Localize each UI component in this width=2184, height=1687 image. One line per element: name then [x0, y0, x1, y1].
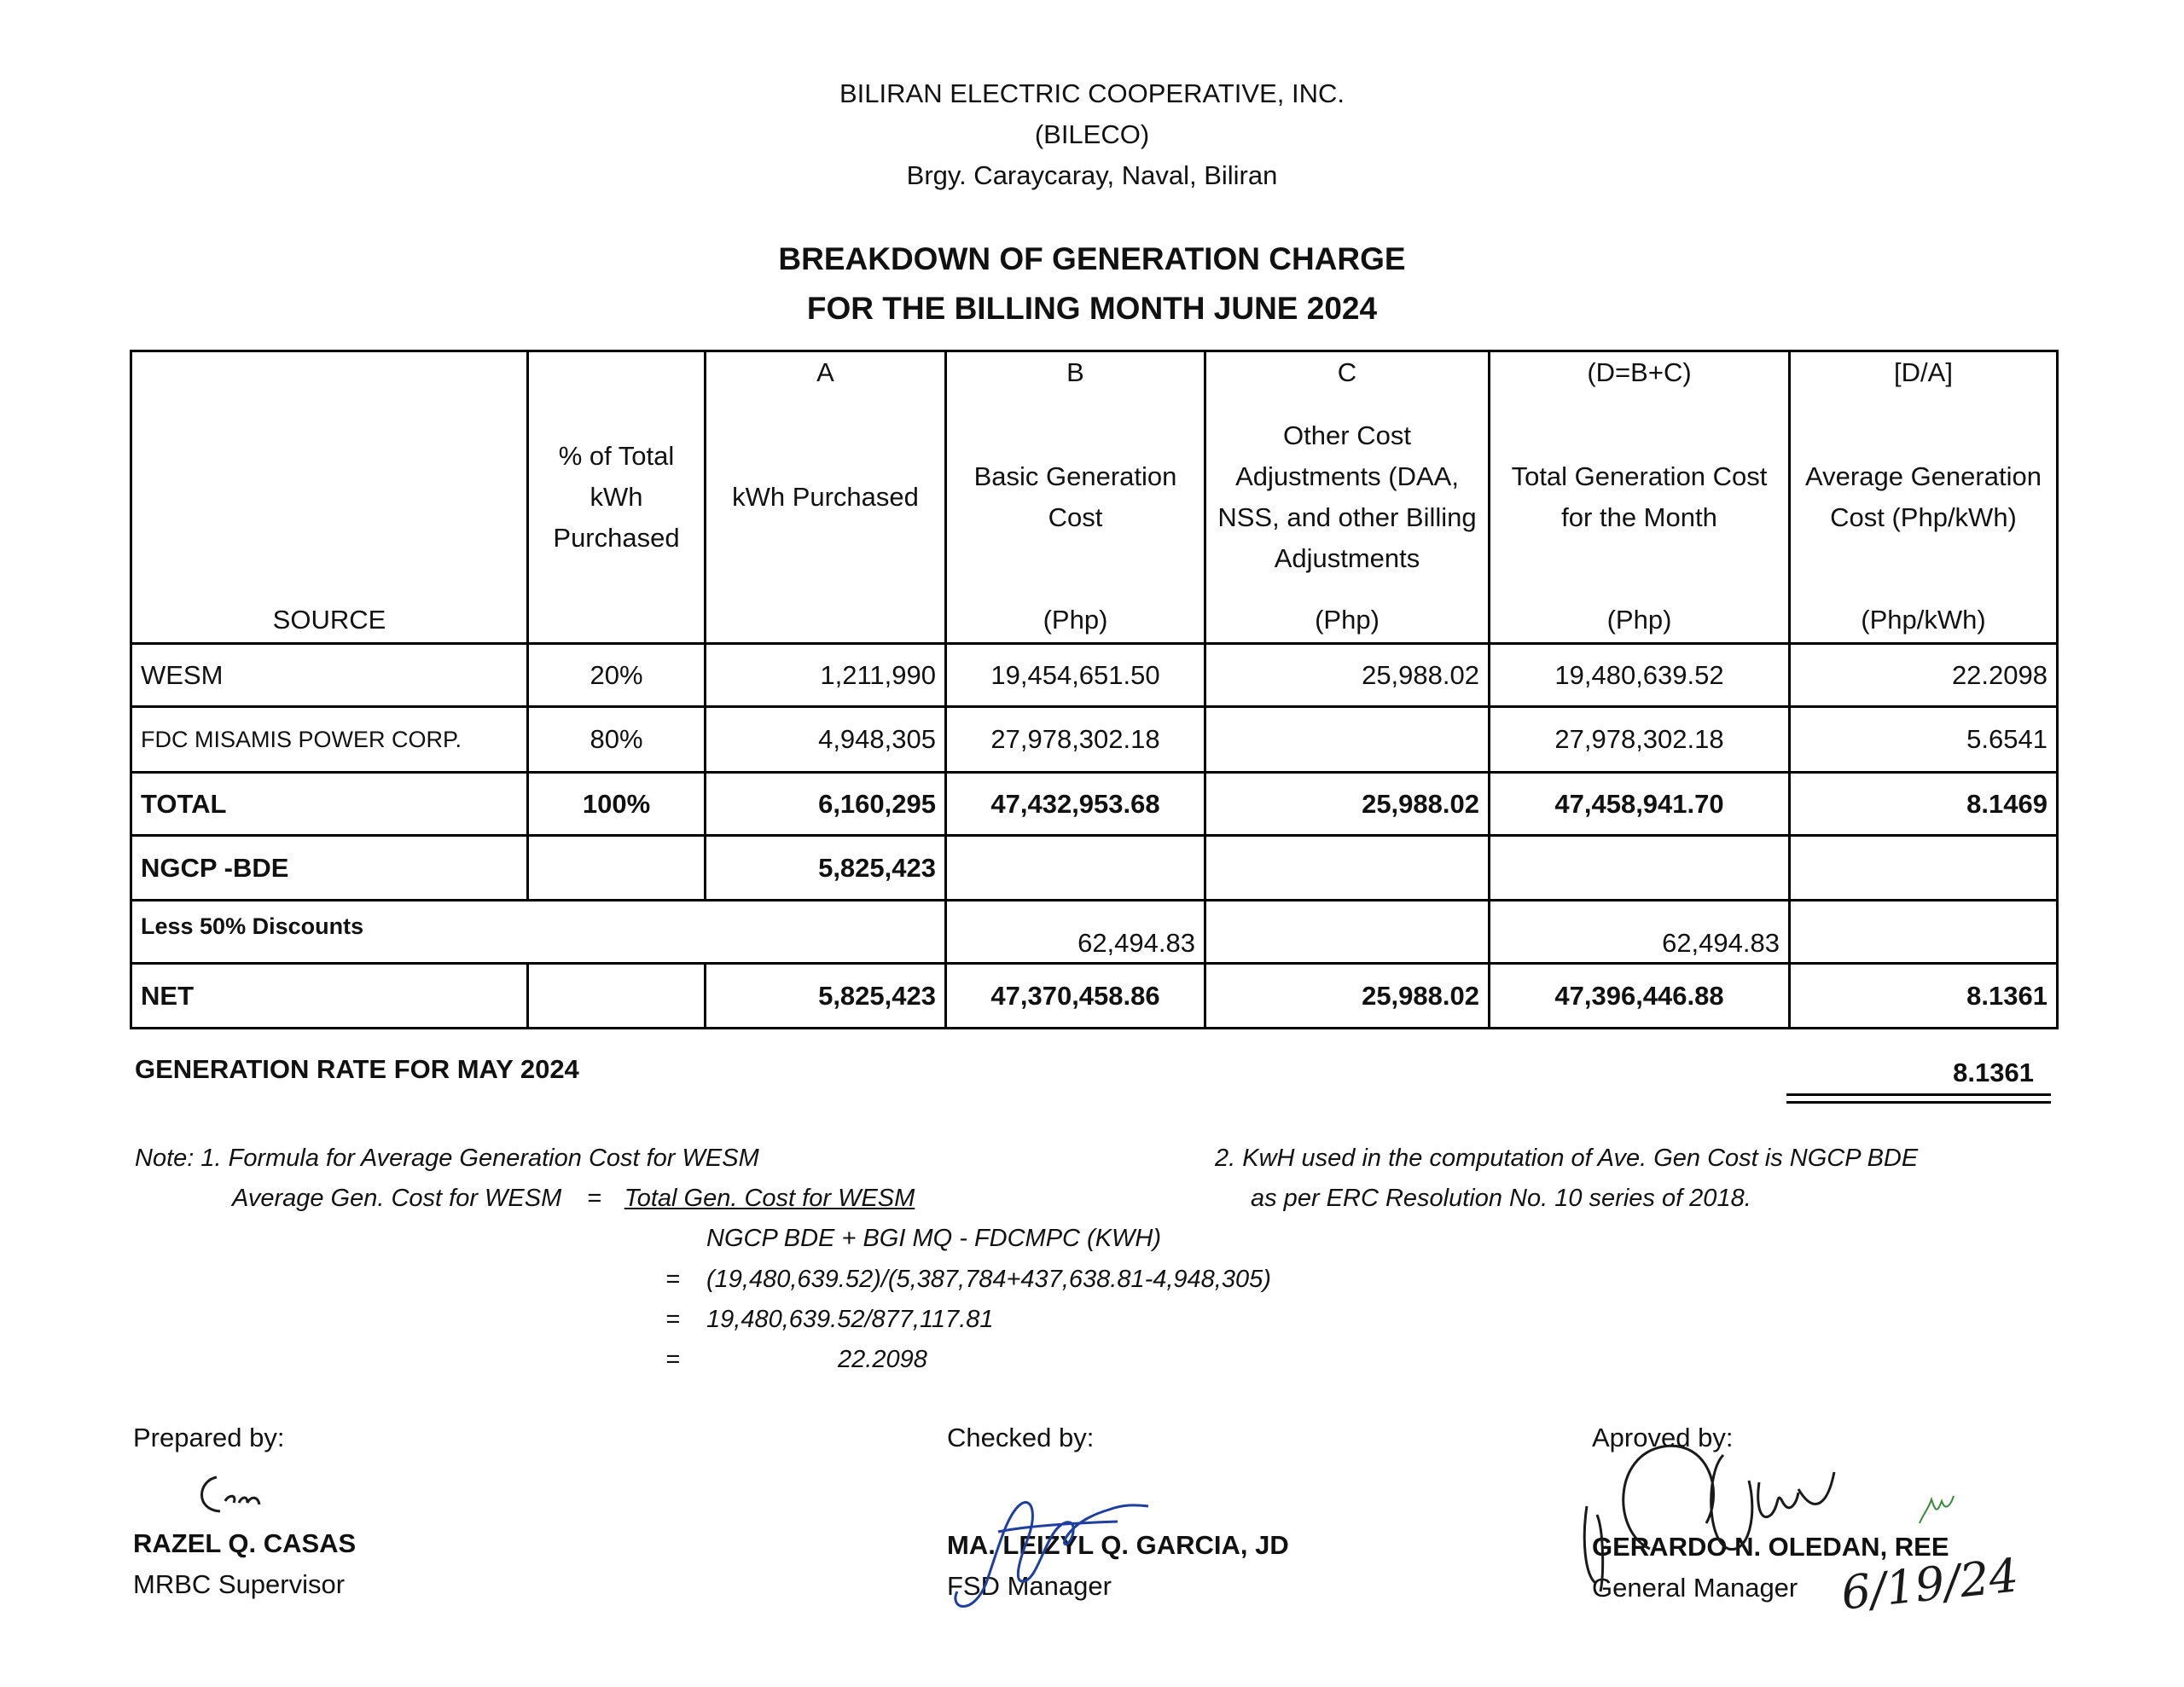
cell-source: NET: [131, 964, 528, 1029]
cell-pct: 100%: [528, 773, 706, 836]
header-total-unit: (Php): [1606, 605, 1672, 635]
header-other-label: Other Cost Adjustments (DAA, NSS, and other Billing Adjustments: [1217, 420, 1477, 573]
note1-step2: 19,480,639.52/877,117.81: [706, 1306, 994, 1333]
cell-pct: [528, 964, 706, 1029]
header-other-letter: C: [1337, 357, 1357, 387]
cell-basic: 19,454,651.50: [946, 644, 1205, 707]
document-title-line2: FOR THE BILLING MONTH JUNE 2024: [806, 291, 1378, 326]
checked-role: FSD Manager: [947, 1571, 1112, 1601]
note1-step1: (19,480,639.52)/(5,387,784+437,638.81-4,948,305): [706, 1266, 1271, 1293]
generation-rate-label: GENERATION RATE FOR MAY 2024: [135, 1054, 579, 1084]
header-basic: [946, 351, 1205, 644]
prepared-name: RAZEL Q. CASAS: [133, 1528, 357, 1558]
cell-source: WESM: [131, 644, 528, 707]
generation-charge-table: [130, 350, 2059, 1029]
header-other: [1205, 351, 1490, 644]
header-source: [131, 351, 528, 644]
cell-source: Less 50% Discounts: [131, 901, 946, 964]
note1-title: Note: 1. Formula for Average Generation Cost for WESM: [135, 1145, 759, 1172]
cell-total: 47,458,941.70: [1490, 773, 1790, 836]
table-row-net: [131, 964, 2058, 1029]
cell-source: TOTAL: [131, 773, 528, 836]
table-row-discount: [131, 901, 2058, 964]
cell-kwh: 5,825,423: [706, 836, 946, 901]
prepared-by-label: Prepared by:: [133, 1423, 285, 1452]
header-kwh-label: kWh Purchased: [732, 482, 919, 512]
header-pct: [528, 351, 706, 644]
cell-other: 25,988.02: [1205, 644, 1490, 707]
header-other-unit: (Php): [1315, 605, 1380, 635]
cell-total: 27,978,302.18: [1490, 707, 1790, 773]
note1-numerator: Total Gen. Cost for WESM: [624, 1185, 915, 1212]
header-basic-label: Basic Generation Cost: [973, 461, 1177, 532]
header-basic-unit: (Php): [1043, 605, 1108, 635]
org-address: Brgy. Caraycaray, Naval, Biliran: [906, 160, 1278, 190]
note1-equals: =: [587, 1185, 601, 1212]
approved-name: GERARDO N. OLEDAN, REE: [1592, 1532, 1949, 1562]
cell-pct: 80%: [528, 707, 706, 773]
prepared-role: MRBC Supervisor: [133, 1569, 346, 1599]
checked-name: MA. LEIZYL Q. GARCIA, JD: [947, 1530, 1289, 1560]
generation-rate-value: 8.1361: [1953, 1058, 2034, 1087]
table-row-wesm: [131, 644, 2058, 707]
cell-avg: 5.6541: [1790, 707, 2058, 773]
cell-total: 62,494.83: [1490, 901, 1790, 964]
checked-by-label: Checked by:: [947, 1423, 1095, 1452]
checked-signature: [947, 1481, 1160, 1617]
note2-line1: 2. KwH used in the computation of Ave. Gen Cost is NGCP BDE: [1215, 1145, 1919, 1172]
cell-basic: 47,370,458.86: [946, 964, 1205, 1029]
cell-pct: [528, 836, 706, 901]
cell-basic: [946, 836, 1205, 901]
header-source-label: SOURCE: [272, 605, 386, 635]
table-row-total: [131, 773, 2058, 836]
cell-kwh: 6,160,295: [706, 773, 946, 836]
cell-total: 47,396,446.88: [1490, 964, 1790, 1029]
cell-basic: 47,432,953.68: [946, 773, 1205, 836]
prepared-signature: [191, 1469, 285, 1520]
cell-basic: 62,494.83: [946, 901, 1205, 964]
approved-role: General Manager: [1592, 1573, 1798, 1603]
header-total-label: Total Generation Cost for the Month: [1511, 461, 1768, 532]
cell-other: 25,988.02: [1205, 964, 1490, 1029]
header-basic-letter: B: [1066, 357, 1084, 387]
cell-avg: 8.1469: [1790, 773, 2058, 836]
cell-avg: 22.2098: [1790, 644, 2058, 707]
cell-other: 25,988.02: [1205, 773, 1490, 836]
step1-equals: =: [665, 1266, 680, 1293]
header-total-letter: (D=B+C): [1587, 357, 1692, 387]
header-kwh-letter: A: [816, 357, 834, 387]
header-avg: [1790, 351, 2058, 644]
double-underline: [1786, 1093, 2051, 1104]
cell-source: NGCP -BDE: [131, 836, 528, 901]
note1-denominator: NGCP BDE + BGI MQ - FDCMPC (KWH): [706, 1225, 1162, 1252]
header-avg-label: Average Generation Cost (Php/kWh): [1805, 461, 2042, 532]
cell-total: [1490, 836, 1790, 901]
org-name: BILIRAN ELECTRIC COOPERATIVE, INC.: [839, 78, 1345, 108]
cell-avg: 8.1361: [1790, 964, 2058, 1029]
approved-by-label: Aproved by:: [1592, 1423, 1734, 1452]
cell-other: [1205, 836, 1490, 901]
note1-lhs: Average Gen. Cost for WESM: [232, 1185, 562, 1212]
step3-equals: =: [665, 1346, 680, 1373]
table-header-row: [131, 351, 2058, 644]
note2-line2: as per ERC Resolution No. 10 series of 2018.: [1251, 1185, 1751, 1212]
cell-kwh: 4,948,305: [706, 707, 946, 773]
header-avg-letter: [D/A]: [1894, 357, 1953, 387]
table-row-fdc: [131, 707, 2058, 773]
cell-total: 19,480,639.52: [1490, 644, 1790, 707]
approved-date: 6/19/24: [1838, 1548, 2021, 1620]
table-row-ngcp: [131, 836, 2058, 901]
cell-avg: [1790, 901, 2058, 964]
header-total: [1490, 351, 1790, 644]
cell-other: [1205, 901, 1490, 964]
cell-avg: [1790, 836, 2058, 901]
step2-equals: =: [665, 1306, 680, 1333]
cell-kwh: 5,825,423: [706, 964, 946, 1029]
document-title-line1: BREAKDOWN OF GENERATION CHARGE: [778, 241, 1406, 276]
cell-kwh: 1,211,990: [706, 644, 946, 707]
header-avg-unit: (Php/kWh): [1861, 605, 1986, 635]
header-pct-label: % of Total kWh Purchased: [553, 441, 680, 553]
org-abbr: (BILECO): [1034, 119, 1150, 149]
cell-pct: 20%: [528, 644, 706, 707]
header-kwh: [706, 351, 946, 644]
cell-source: FDC MISAMIS POWER CORP.: [131, 707, 528, 773]
cell-other: [1205, 707, 1490, 773]
note1-step3: 22.2098: [838, 1346, 927, 1373]
cell-basic: 27,978,302.18: [946, 707, 1205, 773]
